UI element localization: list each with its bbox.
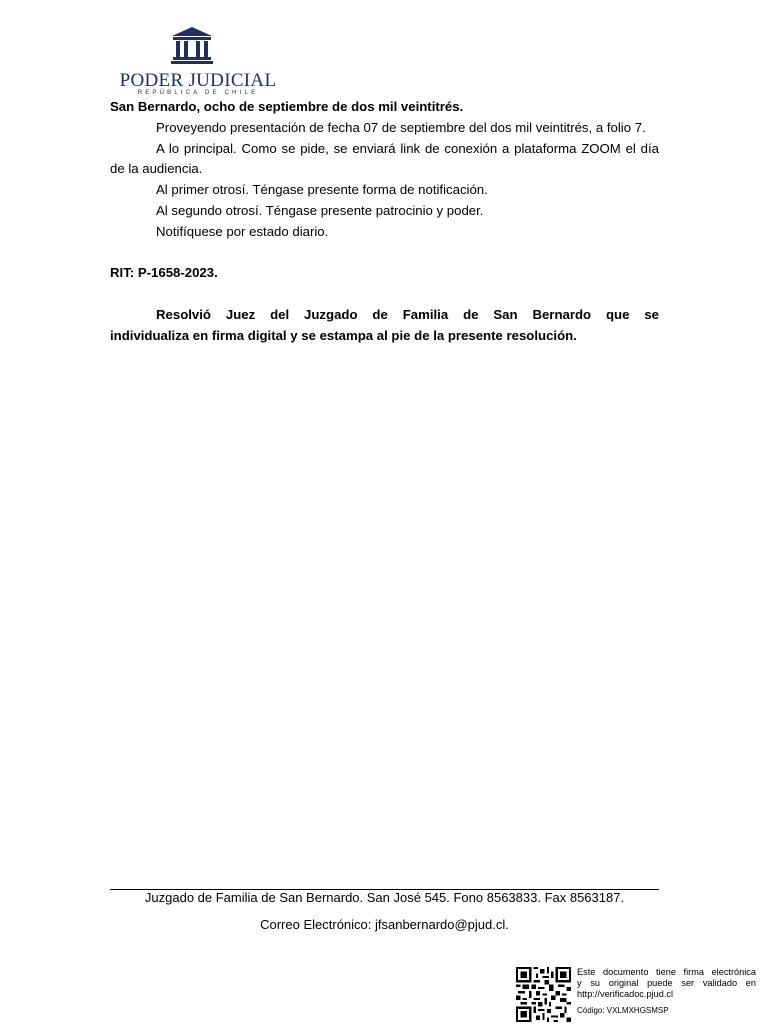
verification-code: Código: VXLMXHGSMSP	[577, 1006, 669, 1016]
footer-email: Correo Electrónico: jfsanbernardo@pjud.cl.	[260, 917, 509, 932]
institution-subtitle: REPÚBLICA DE CHILE	[137, 90, 259, 96]
institution-name: PODER JUDICIAL	[119, 70, 277, 91]
qr-code-icon	[516, 967, 571, 1022]
paragraph-primer-otrosi: Al primer otrosí. Téngase presente forma de notificación.	[156, 182, 488, 198]
paragraph-segundo-otrosi: Al segundo otrosí. Téngase presente patrocinio y poder.	[156, 202, 484, 218]
judge-statement-line-1: Resolvió Juez del Juzgado de Familia de San Bernardo que se	[156, 306, 659, 322]
footer-address: Juzgado de Familia de San Bernardo. San José 545. Fono 8563833. Fax 8563187.	[144, 890, 625, 905]
courthouse-icon	[170, 26, 214, 64]
rit-number: RIT: P-1658-2023.	[110, 265, 218, 281]
poder-judicial-logo	[112, 20, 282, 98]
paragraph-proveyendo: Proveyendo presentación de fecha 07 de septiembre del dos mil veintitrés, a folio 7.	[156, 119, 646, 135]
signature-notice-line-2: y su original puede ser validado en	[577, 977, 756, 988]
resolution-body	[110, 97, 659, 347]
paragraph-notifiquese: Notifíquese por estado diario.	[156, 223, 329, 239]
place-date: San Bernardo, ocho de septiembre de dos mil veintitrés.	[110, 99, 464, 114]
electronic-signature-notice	[577, 967, 756, 1017]
signature-notice-line-1: Este documento tiene firma electrónica	[577, 967, 756, 977]
verification-url: http://verificadoc.pjud.cl	[577, 988, 674, 999]
judge-statement-line-2: individualiza en firma digital y se estampa al pie de la presente resolución.	[110, 327, 577, 343]
paragraph-principal: A lo principal. Como se pide, se enviará link de conexión a plataforma ZOOM el día de la audiencia.	[110, 140, 659, 177]
